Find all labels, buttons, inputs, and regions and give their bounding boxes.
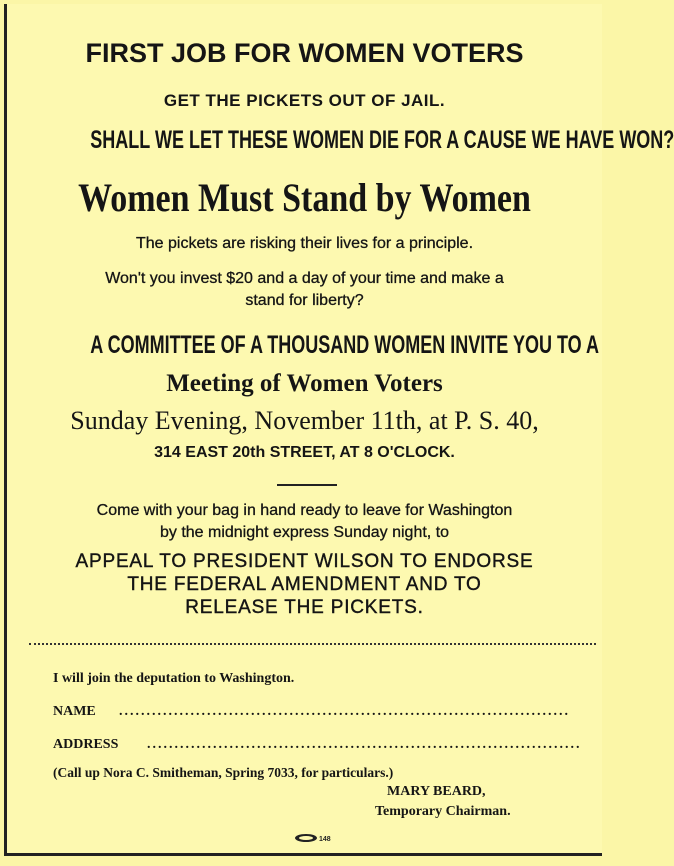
appeal-line-2: THE FEDERAL AMENDMENT AND TO	[127, 574, 482, 595]
tear-off-line	[29, 643, 596, 645]
invest-line-2: stand for liberty?	[245, 292, 364, 309]
appeal-line-1: APPEAL TO PRESIDENT WILSON TO ENDORSE	[75, 551, 534, 572]
name-field[interactable]: ..................................................................................	[119, 704, 570, 719]
call-line: (Call up Nora C. Smitheman, Spring 7033, for particulars.)	[53, 765, 394, 780]
meeting-title: Meeting of Women Voters	[166, 370, 443, 397]
slogan: Women Must Stand by Women	[78, 175, 531, 220]
meeting-when: Sunday Evening, November 11th, at P. S. 40,	[70, 406, 539, 435]
flyer	[4, 4, 674, 856]
address-label: ADDRESS	[53, 737, 119, 752]
question: SHALL WE LET THESE WOMEN DIE FOR A CAUSE WE HAVE WON?	[90, 126, 674, 154]
divider-rule	[277, 484, 337, 486]
join-line: I will join the deputation to Washington.	[53, 671, 295, 686]
headline: FIRST JOB FOR WOMEN VOTERS	[85, 38, 524, 68]
signer-name: MARY BEARD,	[387, 784, 486, 799]
name-label: NAME	[53, 704, 96, 719]
meeting-where: 314 EAST 20th STREET, AT 8 O'CLOCK.	[154, 444, 455, 461]
risk-line: The pickets are risking their lives for a principle.	[135, 235, 474, 252]
appeal-line-3: RELEASE THE PICKETS.	[185, 597, 424, 618]
committee-line: A COMMITTEE OF A THOUSAND WOMEN INVITE YOU TO A	[90, 331, 599, 359]
come-line-2: by the midnight express Sunday night, to	[159, 524, 450, 541]
union-bug-text: 148	[319, 836, 331, 843]
come-line-1: Come with your bag in hand ready to leave for Washington	[96, 502, 513, 519]
subhead: GET THE PICKETS OUT OF JAIL.	[163, 91, 446, 110]
invest-line-1: Won't you invest $20 and a day of your time and make a	[105, 270, 504, 287]
address-field[interactable]: ...............................................................................	[147, 737, 582, 752]
signer-title: Temporary Chairman.	[375, 804, 511, 819]
union-bug-icon	[292, 833, 332, 843]
